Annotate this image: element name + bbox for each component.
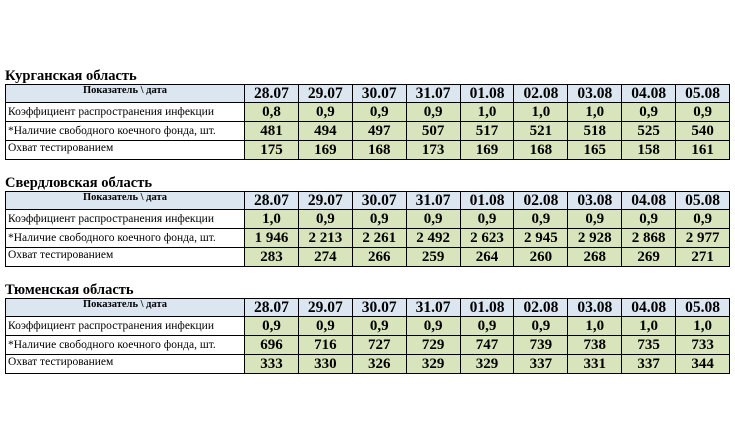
table-header-row xyxy=(6,192,730,210)
region-table xyxy=(5,298,730,374)
value-cell: 507 xyxy=(406,122,460,141)
value-cell: 747 xyxy=(460,336,514,355)
value-cell: 738 xyxy=(568,336,622,355)
value-cell: 333 xyxy=(245,355,299,374)
value-cell: 716 xyxy=(298,336,352,355)
value-cell: 0,9 xyxy=(568,210,622,229)
table-header-row xyxy=(6,85,730,103)
value-cell: 2 492 xyxy=(406,229,460,248)
header-label-cell: Показатель \ дата xyxy=(6,299,245,317)
row-label-cell: Охват тестированием xyxy=(6,355,245,374)
table-row xyxy=(6,103,730,122)
value-cell: 329 xyxy=(406,355,460,374)
date-header-cell: 02.08 xyxy=(514,192,568,210)
value-cell: 268 xyxy=(568,248,622,267)
value-cell: 264 xyxy=(460,248,514,267)
value-cell: 525 xyxy=(622,122,676,141)
value-cell: 2 623 xyxy=(460,229,514,248)
value-cell: 2 928 xyxy=(568,229,622,248)
row-label-cell: Коэффициент распространения инфекции xyxy=(6,103,245,122)
value-cell: 0,9 xyxy=(460,210,514,229)
value-cell: 161 xyxy=(676,141,730,160)
table-row xyxy=(6,248,730,267)
date-header-cell: 01.08 xyxy=(460,85,514,103)
date-header-cell: 31.07 xyxy=(406,299,460,317)
value-cell: 1,0 xyxy=(568,317,622,336)
row-label-cell: *Наличие свободного коечного фонда, шт. xyxy=(6,229,245,248)
date-header-cell: 03.08 xyxy=(568,192,622,210)
date-header-cell: 31.07 xyxy=(406,85,460,103)
table-row xyxy=(6,210,730,229)
value-cell: 173 xyxy=(406,141,460,160)
header-label-cell: Показатель \ дата xyxy=(6,85,245,103)
value-cell: 739 xyxy=(514,336,568,355)
date-header-cell: 28.07 xyxy=(245,192,299,210)
value-cell: 1 946 xyxy=(245,229,299,248)
date-header-cell: 02.08 xyxy=(514,85,568,103)
date-header-cell: 28.07 xyxy=(245,299,299,317)
value-cell: 0,9 xyxy=(298,317,352,336)
value-cell: 165 xyxy=(568,141,622,160)
value-cell: 1,0 xyxy=(676,317,730,336)
row-label-cell: Охват тестированием xyxy=(6,141,245,160)
value-cell: 518 xyxy=(568,122,622,141)
value-cell: 735 xyxy=(622,336,676,355)
value-cell: 0,9 xyxy=(514,317,568,336)
region-title: Свердловская область xyxy=(5,175,153,191)
date-header-cell: 05.08 xyxy=(676,299,730,317)
value-cell: 733 xyxy=(676,336,730,355)
value-cell: 1,0 xyxy=(245,210,299,229)
value-cell: 1,0 xyxy=(514,103,568,122)
value-cell: 169 xyxy=(298,141,352,160)
date-header-cell: 03.08 xyxy=(568,299,622,317)
date-header-cell: 05.08 xyxy=(676,192,730,210)
date-header-cell: 02.08 xyxy=(514,299,568,317)
value-cell: 0,9 xyxy=(352,317,406,336)
date-header-cell: 30.07 xyxy=(352,299,406,317)
table-row xyxy=(6,122,730,141)
value-cell: 169 xyxy=(460,141,514,160)
value-cell: 0,9 xyxy=(298,103,352,122)
table-row xyxy=(6,336,730,355)
value-cell: 494 xyxy=(298,122,352,141)
value-cell: 0,9 xyxy=(622,210,676,229)
date-header-cell: 28.07 xyxy=(245,85,299,103)
value-cell: 2 213 xyxy=(298,229,352,248)
value-cell: 540 xyxy=(676,122,730,141)
value-cell: 175 xyxy=(245,141,299,160)
date-header-cell: 31.07 xyxy=(406,192,460,210)
date-header-cell: 01.08 xyxy=(460,299,514,317)
row-label-cell: Коэффициент распространения инфекции xyxy=(6,317,245,336)
value-cell: 517 xyxy=(460,122,514,141)
date-header-cell: 30.07 xyxy=(352,192,406,210)
value-cell: 0,9 xyxy=(622,103,676,122)
value-cell: 0,9 xyxy=(298,210,352,229)
table-row xyxy=(6,317,730,336)
date-header-cell: 30.07 xyxy=(352,85,406,103)
row-label-cell: *Наличие свободного коечного фонда, шт. xyxy=(6,122,245,141)
table-row xyxy=(6,141,730,160)
value-cell: 497 xyxy=(352,122,406,141)
value-cell: 283 xyxy=(245,248,299,267)
value-cell: 158 xyxy=(622,141,676,160)
value-cell: 481 xyxy=(245,122,299,141)
row-label-cell: Охват тестированием xyxy=(6,248,245,267)
value-cell: 0,9 xyxy=(352,210,406,229)
value-cell: 0,8 xyxy=(245,103,299,122)
date-header-cell: 03.08 xyxy=(568,85,622,103)
value-cell: 2 868 xyxy=(622,229,676,248)
header-label-cell: Показатель \ дата xyxy=(6,192,245,210)
date-header-cell: 29.07 xyxy=(298,85,352,103)
table-row xyxy=(6,355,730,374)
value-cell: 0,9 xyxy=(245,317,299,336)
value-cell: 337 xyxy=(514,355,568,374)
value-cell: 329 xyxy=(460,355,514,374)
region-title: Тюменская область xyxy=(5,282,134,298)
value-cell: 0,9 xyxy=(406,103,460,122)
value-cell: 269 xyxy=(622,248,676,267)
date-header-cell: 04.08 xyxy=(622,192,676,210)
value-cell: 0,9 xyxy=(514,210,568,229)
date-header-cell: 04.08 xyxy=(622,299,676,317)
value-cell: 260 xyxy=(514,248,568,267)
date-header-cell: 29.07 xyxy=(298,192,352,210)
date-header-cell: 04.08 xyxy=(622,85,676,103)
value-cell: 274 xyxy=(298,248,352,267)
date-header-cell: 29.07 xyxy=(298,299,352,317)
value-cell: 1,0 xyxy=(460,103,514,122)
region-section xyxy=(5,175,729,267)
value-cell: 330 xyxy=(298,355,352,374)
value-cell: 727 xyxy=(352,336,406,355)
date-header-cell: 05.08 xyxy=(676,85,730,103)
value-cell: 0,9 xyxy=(352,103,406,122)
table-header-row xyxy=(6,299,730,317)
value-cell: 2 261 xyxy=(352,229,406,248)
value-cell: 0,9 xyxy=(676,210,730,229)
value-cell: 2 945 xyxy=(514,229,568,248)
table-row xyxy=(6,229,730,248)
region-section xyxy=(5,282,729,374)
value-cell: 344 xyxy=(676,355,730,374)
region-table xyxy=(5,191,730,267)
value-cell: 259 xyxy=(406,248,460,267)
value-cell: 521 xyxy=(514,122,568,141)
value-cell: 2 977 xyxy=(676,229,730,248)
value-cell: 696 xyxy=(245,336,299,355)
value-cell: 729 xyxy=(406,336,460,355)
value-cell: 1,0 xyxy=(622,317,676,336)
value-cell: 326 xyxy=(352,355,406,374)
row-label-cell: Коэффициент распространения инфекции xyxy=(6,210,245,229)
value-cell: 0,9 xyxy=(676,103,730,122)
region-table xyxy=(5,84,730,160)
value-cell: 168 xyxy=(514,141,568,160)
value-cell: 0,9 xyxy=(406,317,460,336)
value-cell: 1,0 xyxy=(568,103,622,122)
value-cell: 168 xyxy=(352,141,406,160)
value-cell: 331 xyxy=(568,355,622,374)
value-cell: 271 xyxy=(676,248,730,267)
row-label-cell: *Наличие свободного коечного фонда, шт. xyxy=(6,336,245,355)
value-cell: 0,9 xyxy=(406,210,460,229)
region-section xyxy=(5,68,729,160)
value-cell: 0,9 xyxy=(460,317,514,336)
region-title: Курганская область xyxy=(5,68,137,84)
date-header-cell: 01.08 xyxy=(460,192,514,210)
value-cell: 337 xyxy=(622,355,676,374)
value-cell: 266 xyxy=(352,248,406,267)
